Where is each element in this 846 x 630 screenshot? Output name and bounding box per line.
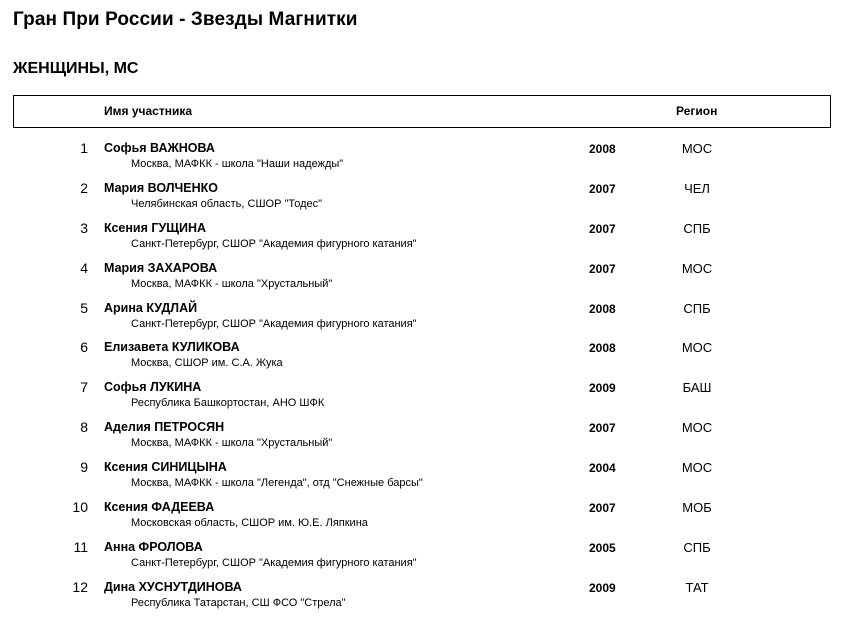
athlete-name: Елизавета КУЛИКОВА (104, 340, 240, 355)
athlete-name: Мария ВОЛЧЕНКО (104, 180, 219, 195)
table-row (0, 538, 846, 578)
athlete-club: Москва, СШОР им. С.А. Жука (131, 357, 283, 370)
region-code: МОС (681, 260, 713, 276)
region-code: СПБ (683, 220, 711, 236)
birth-year: 2009 (589, 580, 616, 595)
table-row (0, 458, 846, 498)
rank: 1 (80, 140, 88, 156)
rank: 8 (80, 419, 88, 436)
region-code: БАШ (682, 380, 712, 396)
athlete-club: Санкт-Петербург, СШОР "Академия фигурного катания" (131, 237, 417, 250)
rank: 6 (80, 339, 88, 356)
athlete-name: Мария ЗАХАРОВА (104, 260, 218, 275)
athlete-name: Софья ЛУКИНА (104, 380, 202, 395)
table-row (0, 378, 846, 418)
table-row (0, 338, 846, 378)
page-title: Гран При России - Звезды Магнитки (13, 9, 358, 30)
region-code: МОС (681, 460, 713, 476)
region-code: ЧЕЛ (684, 180, 710, 196)
birth-year: 2004 (589, 461, 616, 476)
results-list (0, 139, 846, 618)
rank: 9 (80, 459, 88, 476)
athlete-name: Ксения СИНИЦЫНА (104, 460, 227, 475)
athlete-name: Дина ХУСНУТДИНОВА (104, 579, 242, 594)
table-row (0, 498, 846, 538)
birth-year: 2009 (589, 381, 616, 396)
athlete-club: Санкт-Петербург, СШОР "Академия фигурного катания" (131, 317, 417, 330)
athlete-club: Москва, МАФКК - школа "Легенда", отд "Снежные барсы" (131, 477, 423, 490)
region-code: МОС (681, 340, 713, 356)
region-code: СПБ (683, 300, 711, 316)
athlete-club: Республика Татарстан, СШ ФСО "Стрела" (131, 596, 346, 609)
region-code: МОС (681, 141, 713, 156)
birth-year: 2007 (589, 221, 616, 236)
table-row (0, 139, 846, 179)
region-code: ТАТ (685, 579, 709, 595)
birth-year: 2008 (589, 301, 616, 316)
rank: 11 (73, 538, 88, 555)
rank: 10 (72, 499, 88, 516)
athlete-name: Софья ВАЖНОВА (104, 141, 215, 155)
birth-year: 2007 (589, 261, 616, 276)
birth-year: 2005 (589, 540, 616, 555)
athlete-name: Ксения ФАДЕЕВА (104, 500, 215, 515)
table-row (0, 259, 846, 299)
athlete-name: Арина КУДЛАЙ (104, 300, 198, 315)
birth-year: 2007 (589, 501, 616, 516)
athlete-club: Москва, МАФКК - школа "Наши надежды" (131, 158, 344, 170)
athlete-club: Санкт-Петербург, СШОР "Академия фигурного катания" (131, 556, 417, 569)
table-header (13, 95, 831, 128)
table-row (0, 418, 846, 458)
column-header-name: Имя участника (104, 104, 193, 118)
athlete-club: Московская область, СШОР им. Ю.Е. Ляпкина (131, 517, 368, 530)
birth-year: 2007 (589, 181, 616, 196)
column-header-region: Регион (676, 104, 718, 118)
birth-year: 2008 (589, 341, 616, 356)
athlete-club: Москва, МАФКК - школа "Хрустальный" (131, 277, 333, 290)
athlete-name: Ксения ГУЩИНА (104, 220, 207, 235)
birth-year: 2008 (589, 142, 616, 156)
table-row (0, 219, 846, 259)
rank: 4 (80, 259, 88, 276)
birth-year: 2007 (589, 421, 616, 436)
table-row (0, 179, 846, 219)
table-row (0, 578, 846, 618)
region-code: СПБ (683, 539, 711, 555)
rank: 7 (80, 379, 88, 396)
section-title: ЖЕНЩИНЫ, МС (13, 60, 139, 77)
rank: 5 (80, 299, 88, 316)
athlete-name: Анна ФРОЛОВА (104, 539, 203, 554)
athlete-club: Республика Башкортостан, АНО ШФК (131, 397, 325, 410)
region-code: МОБ (682, 500, 712, 516)
region-code: МОС (681, 420, 713, 436)
rank: 12 (72, 578, 88, 595)
table-row (0, 299, 846, 339)
rank: 3 (80, 219, 88, 236)
rank: 2 (80, 179, 88, 196)
athlete-club: Москва, МАФКК - школа "Хрустальный" (131, 437, 333, 450)
athlete-club: Челябинская область, СШОР "Тодес" (131, 197, 323, 210)
athlete-name: Аделия ПЕТРОСЯН (104, 420, 225, 435)
